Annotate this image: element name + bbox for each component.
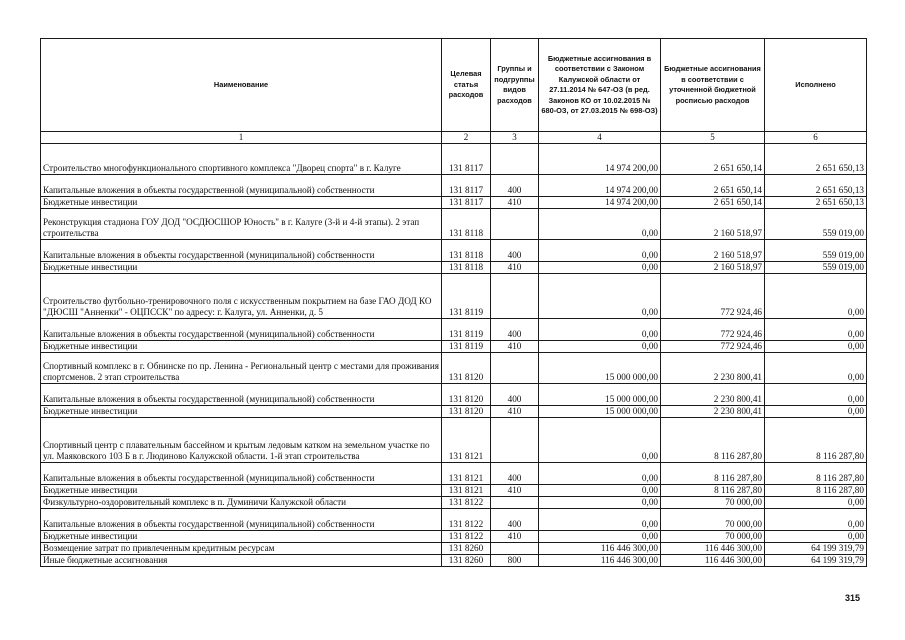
row-expense-group [491,353,539,384]
row-refined-amount: 2 160 518,97 [661,240,765,262]
row-target-code: 131 8118 [442,262,491,274]
row-target-code: 131 8119 [442,319,491,341]
row-name: Строительство многофункционального спортивного комплекса "Дворец спорта" в г. Калуге [41,144,442,175]
row-expense-group: 410 [491,406,539,418]
row-executed-amount: 2 651 650,13 [765,144,867,175]
row-law-amount: 0,00 [539,341,661,353]
row-target-code: 131 8122 [442,531,491,543]
row-executed-amount: 0,00 [765,531,867,543]
row-executed-amount: 559 019,00 [765,262,867,274]
row-law-amount: 0,00 [539,274,661,319]
row-law-amount: 15 000 000,00 [539,384,661,406]
row-name: Бюджетные инвестиции [41,406,442,418]
header-refined-allocations: Бюджетные ассигнования в соответствии с уточненной бюджетной росписью расходов [661,39,765,132]
column-number: 2 [442,132,491,144]
row-expense-group: 410 [491,485,539,497]
row-expense-group: 400 [491,463,539,485]
row-refined-amount: 772 924,46 [661,274,765,319]
header-expense-group: Группы и подгруппы видов расходов [491,39,539,132]
row-law-amount: 116 446 300,00 [539,543,661,555]
row-expense-group [491,497,539,509]
row-name: Бюджетные инвестиции [41,531,442,543]
row-refined-amount: 2 230 800,41 [661,353,765,384]
row-law-amount: 15 000 000,00 [539,353,661,384]
table-row [41,197,867,209]
row-executed-amount: 559 019,00 [765,209,867,240]
row-law-amount: 14 974 200,00 [539,197,661,209]
row-target-code: 131 8119 [442,274,491,319]
row-target-code: 131 8121 [442,418,491,463]
row-law-amount: 0,00 [539,262,661,274]
row-executed-amount: 0,00 [765,509,867,531]
row-refined-amount: 2 230 800,41 [661,406,765,418]
budget-table [40,38,867,567]
row-expense-group: 400 [491,319,539,341]
row-target-code: 131 8117 [442,175,491,197]
row-refined-amount: 772 924,46 [661,341,765,353]
table-row [41,497,867,509]
table-row [41,353,867,384]
table-row [41,485,867,497]
column-number: 5 [661,132,765,144]
table-row [41,240,867,262]
column-number: 4 [539,132,661,144]
row-expense-group: 400 [491,384,539,406]
row-name: Строительство футбольно-тренировочного поля с искусственным покрытием на базе ГАО ДОД КО "ДЮСШ "Анненки" - ОЦПССК" по адресу: г. Калуга, ул. Анненки, д. 5 [41,274,442,319]
table-row [41,341,867,353]
row-executed-amount: 8 116 287,80 [765,418,867,463]
row-refined-amount: 2 230 800,41 [661,384,765,406]
row-executed-amount: 0,00 [765,319,867,341]
row-name: Бюджетные инвестиции [41,485,442,497]
row-target-code: 131 8119 [442,341,491,353]
row-name: Капитальные вложения в объекты государственной (муниципальной) собственности [41,509,442,531]
row-expense-group: 410 [491,262,539,274]
table-row [41,463,867,485]
row-refined-amount: 8 116 287,80 [661,418,765,463]
row-name: Физкультурно-оздоровительный комплекс в п. Думиничи Калужской области [41,497,442,509]
row-refined-amount: 772 924,46 [661,319,765,341]
row-refined-amount: 8 116 287,80 [661,485,765,497]
row-expense-group [491,209,539,240]
row-expense-group [491,543,539,555]
row-refined-amount: 116 446 300,00 [661,555,765,567]
header-law-allocations: Бюджетные ассигнования в соответствии с Законом Калужской области от 27.11.2014 № 647-ОЗ (в ред. Законов КО от 10.02.2015 № 680-ОЗ, от 27.03.2015 № 698-ОЗ) [539,39,661,132]
row-law-amount: 14 974 200,00 [539,144,661,175]
table-row [41,509,867,531]
row-name: Капитальные вложения в объекты государственной (муниципальной) собственности [41,175,442,197]
table-row [41,209,867,240]
table-row [41,384,867,406]
page-number: 315 [845,593,861,603]
row-target-code: 131 8121 [442,485,491,497]
row-refined-amount: 2 160 518,97 [661,209,765,240]
row-law-amount: 0,00 [539,209,661,240]
row-expense-group: 410 [491,197,539,209]
row-law-amount: 116 446 300,00 [539,555,661,567]
row-refined-amount: 70 000,00 [661,497,765,509]
row-name: Капитальные вложения в объекты государственной (муниципальной) собственности [41,240,442,262]
column-number: 3 [491,132,539,144]
row-law-amount: 0,00 [539,509,661,531]
row-expense-group [491,418,539,463]
row-name: Иные бюджетные ассигнования [41,555,442,567]
row-refined-amount: 2 160 518,97 [661,262,765,274]
row-executed-amount: 64 199 319,79 [765,555,867,567]
header-target-article: Целевая статья расходов [442,39,491,132]
row-law-amount: 0,00 [539,418,661,463]
row-law-amount: 0,00 [539,463,661,485]
row-target-code: 131 8121 [442,463,491,485]
row-refined-amount: 2 651 650,14 [661,197,765,209]
row-name: Реконструкция стадиона ГОУ ДОД "ОСДЮСШОР Юность" в г. Калуге (3-й и 4-й этапы). 2 этап строительства [41,209,442,240]
row-refined-amount: 8 116 287,80 [661,463,765,485]
row-target-code: 131 8122 [442,497,491,509]
row-target-code: 131 8118 [442,240,491,262]
row-name: Бюджетные инвестиции [41,262,442,274]
table-row [41,274,867,319]
row-expense-group: 410 [491,341,539,353]
table-row [41,144,867,175]
row-law-amount: 14 974 200,00 [539,175,661,197]
table-row [41,175,867,197]
row-expense-group: 400 [491,509,539,531]
row-refined-amount: 2 651 650,14 [661,144,765,175]
row-executed-amount: 64 199 319,79 [765,543,867,555]
table-row [41,543,867,555]
column-number-row [41,132,867,144]
row-target-code: 131 8122 [442,509,491,531]
row-executed-amount: 0,00 [765,384,867,406]
row-executed-amount: 8 116 287,80 [765,463,867,485]
header-executed: Исполнено [765,39,867,132]
row-executed-amount: 0,00 [765,406,867,418]
row-target-code: 131 8120 [442,384,491,406]
row-name: Бюджетные инвестиции [41,341,442,353]
row-executed-amount: 0,00 [765,341,867,353]
row-target-code: 131 8260 [442,543,491,555]
row-law-amount: 0,00 [539,240,661,262]
table-row [41,418,867,463]
row-law-amount: 15 000 000,00 [539,406,661,418]
header-name: Наименование [41,39,442,132]
row-name: Капитальные вложения в объекты государственной (муниципальной) собственности [41,463,442,485]
row-target-code: 131 8117 [442,197,491,209]
row-name: Бюджетные инвестиции [41,197,442,209]
row-target-code: 131 8260 [442,555,491,567]
row-law-amount: 0,00 [539,531,661,543]
row-executed-amount: 559 019,00 [765,240,867,262]
row-refined-amount: 2 651 650,14 [661,175,765,197]
row-expense-group: 800 [491,555,539,567]
row-name: Спортивный комплекс в г. Обнинске по пр. Ленина - Региональный центр с местами для проживания спортсменов. 2 этап строительства [41,353,442,384]
row-executed-amount: 8 116 287,80 [765,485,867,497]
row-name: Капитальные вложения в объекты государственной (муниципальной) собственности [41,384,442,406]
row-expense-group [491,144,539,175]
row-name: Спортивный центр с плавательным бассейном и крытым ледовым катком на земельном участке по ул. Маяковского 103 Б в г. Людиново Калужской области. 1-й этап строительства [41,418,442,463]
table-header-row [41,39,867,132]
table-row [41,555,867,567]
table-row [41,531,867,543]
row-law-amount: 0,00 [539,485,661,497]
row-expense-group: 400 [491,240,539,262]
row-expense-group: 410 [491,531,539,543]
row-target-code: 131 8120 [442,406,491,418]
row-target-code: 131 8118 [442,209,491,240]
row-law-amount: 0,00 [539,497,661,509]
table-row [41,319,867,341]
row-target-code: 131 8117 [442,144,491,175]
row-executed-amount: 2 651 650,13 [765,197,867,209]
table-row [41,262,867,274]
column-number: 1 [41,132,442,144]
row-law-amount: 0,00 [539,319,661,341]
row-refined-amount: 70 000,00 [661,509,765,531]
row-refined-amount: 70 000,00 [661,531,765,543]
row-expense-group: 400 [491,175,539,197]
row-executed-amount: 0,00 [765,353,867,384]
row-executed-amount: 0,00 [765,274,867,319]
table-row [41,406,867,418]
row-target-code: 131 8120 [442,353,491,384]
row-refined-amount: 116 446 300,00 [661,543,765,555]
row-expense-group [491,274,539,319]
column-number: 6 [765,132,867,144]
row-executed-amount: 0,00 [765,497,867,509]
row-executed-amount: 2 651 650,13 [765,175,867,197]
row-name: Капитальные вложения в объекты государственной (муниципальной) собственности [41,319,442,341]
row-name: Возмещение затрат по привлеченным кредитным ресурсам [41,543,442,555]
